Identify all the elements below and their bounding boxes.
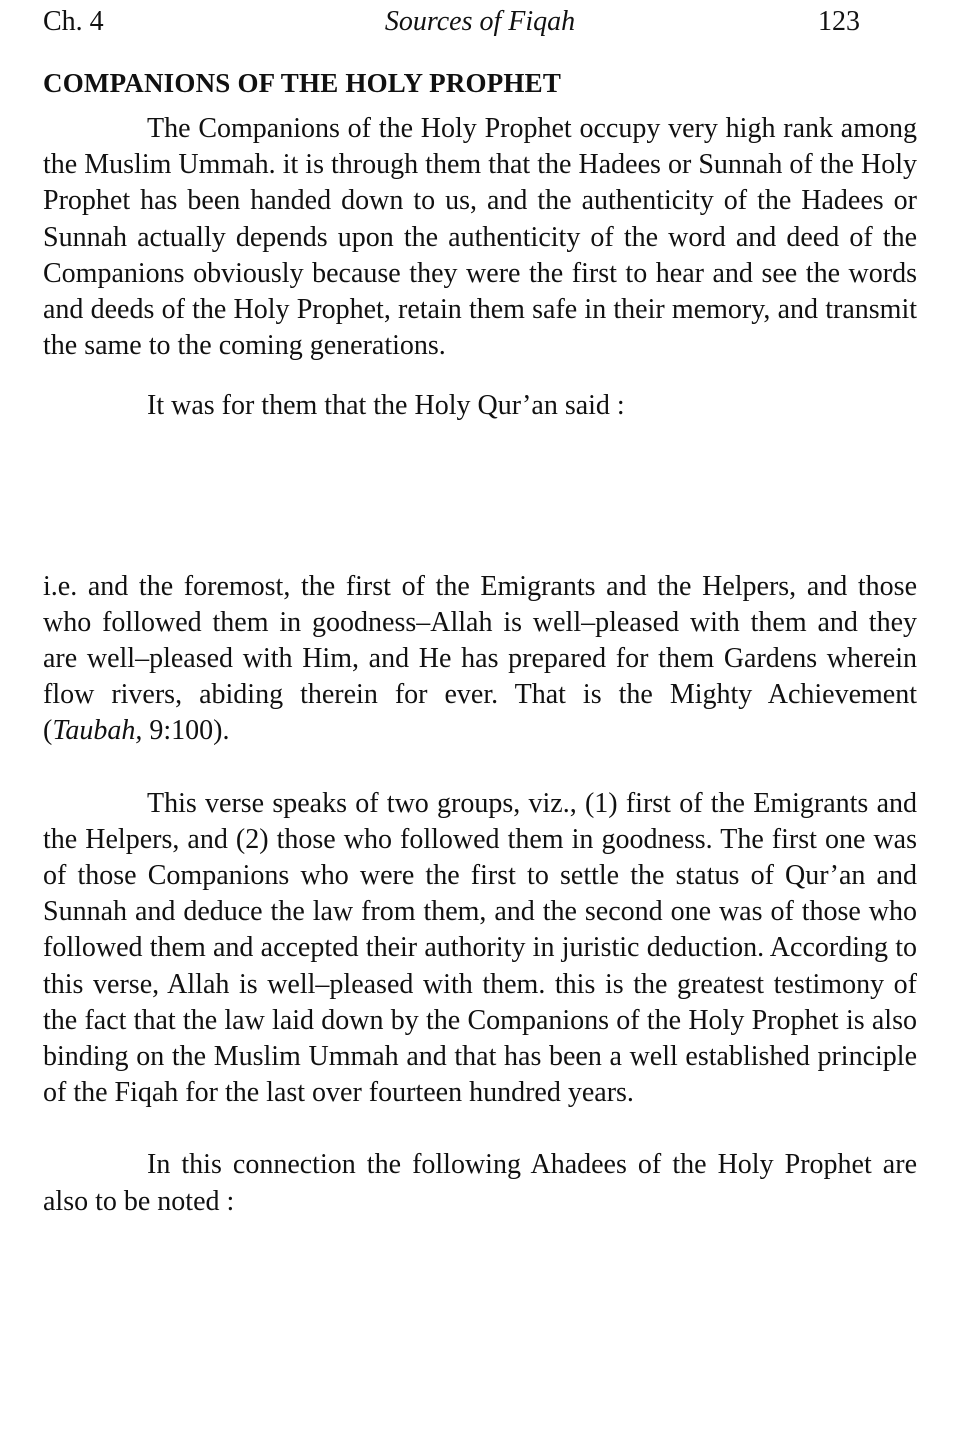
section-heading: COMPANIONS OF THE HOLY PROPHET [43, 68, 562, 98]
verse-translation-paragraph [43, 569, 917, 750]
running-head [43, 0, 917, 44]
running-title: Sources of Fiqah [384, 6, 576, 37]
citation-source: Taubah, [52, 715, 143, 747]
body-paragraph: This verse speaks of two groups, viz., (1) first of the Emigrants and the Helpers, and (2) those who followed them in goodness. The first one was of those Companions who were the first to settle the status of Qur’an and Sunnah and deduce the law from them, and the second one was of those who followed them and accepted their authority in juristic deduction. According to this verse, Allah is well–pleased with them. this is the greatest testimony of the fact that the law laid down by the Companions of the Holy Prophet is also binding on the Muslim Ummah and that has been a well established principle of the Fiqah for the last over fourteen hundred years. [43, 787, 917, 1109]
verse-translation-text: i.e. and the foremost, the first of the Emigrants and the Helpers, and those who followed them in goodness–Allah is well–pleased with them and they are well–pleased with Him, and He has prepared for them Gardens wherein flow rivers, abiding therein for ever. That is the Mighty Achievement ( [43, 570, 917, 747]
body-paragraph: The Companions of the Holy Prophet occupy very high rank among the Muslim Ummah. it is through them that the Hadees or Sunnah of the Holy Prophet has been handed down to us, and the authenticity of the Hadees or Sunnah actually depends upon the authenticity of the word and deed of the Companions obviously because they were the first to hear and see the words and deeds of the Holy Prophet, retain them safe in their memory, and transmit the same to the coming generations. [43, 113, 917, 362]
quran-intro-paragraph: It was for them that the Holy Qur’an said : [147, 390, 625, 422]
body-paragraph: In this connection the following Ahadees of the Holy Prophet are also to be noted : [43, 1149, 917, 1217]
verse-blank-space [43, 425, 917, 569]
book-page [43, 0, 917, 1220]
chapter-label: Ch. 4 [43, 6, 104, 37]
page-number: 123 [818, 6, 860, 37]
citation-reference: 9:100). [142, 715, 230, 747]
